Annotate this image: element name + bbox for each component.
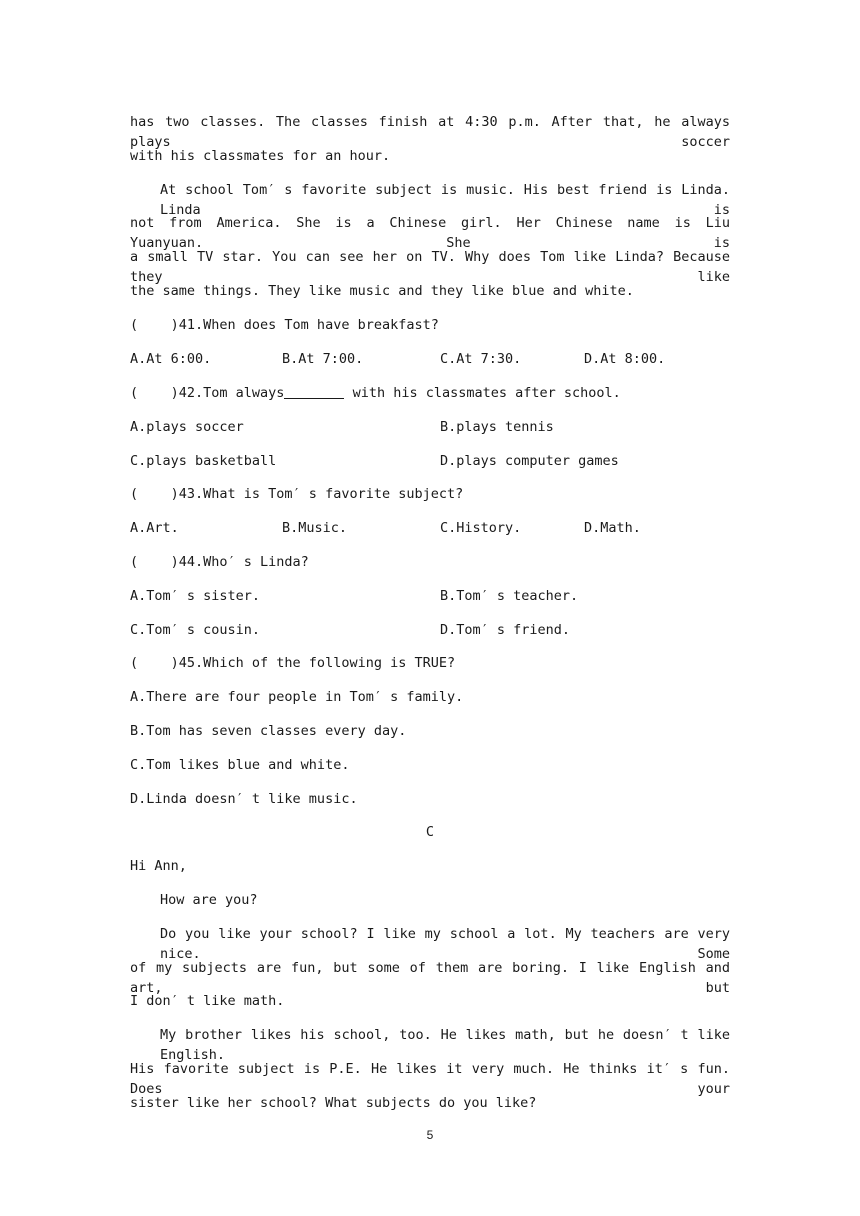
question-43-option-c: C.History. bbox=[440, 520, 522, 536]
answer-blank bbox=[284, 384, 344, 399]
question-45-option-b: B.Tom has seven classes every day. bbox=[130, 723, 407, 739]
question-41-option-a: A.At 6:00. bbox=[130, 351, 212, 367]
question-42-stem bbox=[130, 383, 621, 403]
letter-line: I don′ t like math. bbox=[130, 993, 285, 1009]
question-45-option-c: C.Tom likes blue and white. bbox=[130, 757, 350, 773]
question-44-option-d: D.Tom′ s friend. bbox=[440, 622, 571, 638]
question-42-option-c: C.plays basketball bbox=[130, 453, 277, 469]
passage-line: has two classes. The classes finish at 4:30 p.m. After that, he always plays soccer bbox=[130, 114, 730, 150]
question-45-stem: ( )45.Which of the following is TRUE? bbox=[130, 655, 456, 671]
passage-line: At school Tom′ s favorite subject is music. His best friend is Linda. Linda is bbox=[160, 182, 730, 218]
question-41-option-d: D.At 8:00. bbox=[584, 351, 666, 367]
question-44-option-a: A.Tom′ s sister. bbox=[130, 588, 261, 604]
question-41-stem: ( )41.When does Tom have breakfast? bbox=[130, 317, 439, 333]
letter-greeting: Hi Ann, bbox=[130, 858, 187, 874]
question-42-stem-after: with his classmates after school. bbox=[344, 385, 621, 401]
letter-line: How are you? bbox=[160, 892, 258, 908]
question-42-option-b: B.plays tennis bbox=[440, 419, 554, 435]
letter-line: His favorite subject is P.E. He likes it very much. He thinks it′ s fun. Does your bbox=[130, 1061, 730, 1097]
question-44-option-b: B.Tom′ s teacher. bbox=[440, 588, 579, 604]
question-43-option-b: B.Music. bbox=[282, 520, 348, 536]
question-43-option-d: D.Math. bbox=[584, 520, 641, 536]
question-41-option-b: B.At 7:00. bbox=[282, 351, 364, 367]
question-42-stem-before: ( )42.Tom always bbox=[130, 385, 285, 401]
letter-line: My brother likes his school, too. He likes math, but he doesn′ t like English. bbox=[160, 1027, 730, 1063]
passage-line: the same things. They like music and they like blue and white. bbox=[130, 283, 634, 299]
question-42-option-a: A.plays soccer bbox=[130, 419, 244, 435]
letter-line: sister like her school? What subjects do you like? bbox=[130, 1095, 537, 1111]
page-number: 5 bbox=[426, 1128, 434, 1142]
question-41-option-c: C.At 7:30. bbox=[440, 351, 522, 367]
question-44-option-c: C.Tom′ s cousin. bbox=[130, 622, 261, 638]
question-44-stem: ( )44.Who′ s Linda? bbox=[130, 554, 309, 570]
question-43-stem: ( )43.What is Tom′ s favorite subject? bbox=[130, 486, 464, 502]
question-43-option-a: A.Art. bbox=[130, 520, 179, 536]
letter-line: Do you like your school? I like my school a lot. My teachers are very nice. Some bbox=[160, 926, 730, 962]
question-45-option-d: D.Linda doesn′ t like music. bbox=[130, 791, 358, 807]
passage-line: with his classmates for an hour. bbox=[130, 148, 391, 164]
passage-line: a small TV star. You can see her on TV. Why does Tom like Linda? Because they like bbox=[130, 249, 730, 285]
section-heading: C bbox=[425, 824, 435, 840]
passage-line: not from America. She is a Chinese girl. Her Chinese name is Liu Yuanyuan. She is bbox=[130, 215, 730, 251]
question-45-option-a: A.There are four people in Tom′ s family. bbox=[130, 689, 464, 705]
letter-line: of my subjects are fun, but some of them are boring. I like English and art, but bbox=[130, 960, 730, 996]
question-42-option-d: D.plays computer games bbox=[440, 453, 619, 469]
